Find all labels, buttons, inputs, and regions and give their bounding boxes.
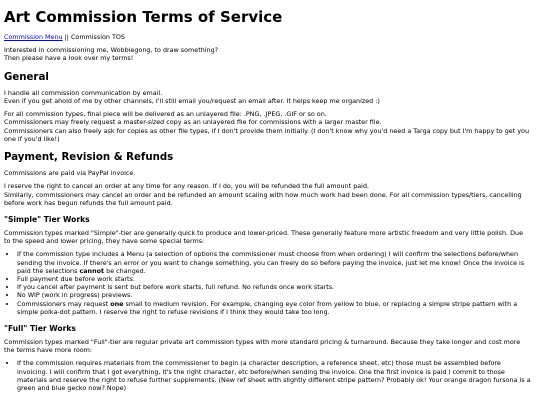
general-paragraph-2 bbox=[4, 110, 531, 143]
cancel-right-line: I reserve the right to cancel an order at any time for any reason. If I do, you will be refunded the full amount paid. bbox=[4, 182, 370, 191]
general-paragraph-1 bbox=[4, 89, 531, 105]
intro-line-1: Interested in commissioning me, Wobbiegong, to draw something? bbox=[4, 46, 219, 55]
full-tier-heading: "Full" Tier Works bbox=[4, 323, 76, 333]
list-item-text: be changed. bbox=[104, 266, 146, 275]
list-item bbox=[17, 250, 531, 275]
list-item: • If the commission requires materials from the commissioner to begin (a character description, a reference sheet, etc) those must be assembled before invoicing. I will confirm that I got everything, it's the right character, etc before/when sending the invoice. One the first invoice is paid I commit to those materials and reserve the right to refuse further supplements. (New ref sheet with slightly different stripe pattern? Probably ok! Your orange dragon fursona is a green and blue gecko now? Nope) bbox=[17, 359, 531, 392]
list-item: • Full payment due before work starts. bbox=[17, 275, 531, 283]
list-item-text: If the commission type includes a Menu (a selection of options the commissioner must choose from when ordering) I will confirm the selections before/when sending the invoice. If there's an error or you want to change something, you can freely do so before paying the invoice, just let me know! Once the invoice is paid the selections bbox=[17, 250, 525, 275]
commissioner-cancel-line: Similarly, commissioners may cancel an order and be refunded an amount scaling with how much work had been done. For all commission types/tiers, cancelling before work has begun refunds the full amount paid. bbox=[4, 190, 522, 207]
full-tier-intro: Commission types marked "Full"-tier are regular private art commission types with more standard pricing & turnaround. Because they take longer and cost more the terms have more room: bbox=[4, 338, 521, 355]
general-heading: General bbox=[4, 71, 49, 83]
full-tier-list bbox=[4, 359, 531, 392]
list-item-text: Commissioners may request bbox=[17, 299, 111, 308]
master-copy-em: sized bbox=[147, 118, 165, 127]
simple-tier-list bbox=[4, 250, 531, 316]
payment-heading: Payment, Revision & Refunds bbox=[4, 151, 174, 163]
list-item-strong: one bbox=[110, 299, 124, 308]
payment-paragraph-1: Commissions are paid via PayPal invoice. bbox=[4, 169, 136, 178]
master-copy-before: Commissioners may freely request a master- bbox=[4, 118, 148, 127]
list-item bbox=[17, 300, 531, 316]
list-item-text: small to medium revision. For example, changing eye color from yellow to blue, or replacing a simple stripe pattern with a simple polka-dot pattern. I reserve the right to refuse revisions if I think they would take too long. bbox=[17, 299, 518, 316]
other-file-types-line: Commissioners can also freely ask for copies as other file types, if I don't provide them initially. (I don't know why you'd need a Targa copy but I'm happy to get you one if you'd like!) bbox=[4, 126, 530, 143]
general-line-1: I handle all commission communication by email. bbox=[4, 88, 163, 97]
breadcrumb bbox=[4, 33, 531, 41]
payment-paragraph-2 bbox=[4, 182, 531, 207]
commission-menu-link[interactable]: Commission Menu bbox=[4, 33, 63, 41]
intro-paragraph bbox=[4, 46, 531, 62]
page-title: Art Commission Terms of Service bbox=[4, 8, 283, 26]
list-item: • No WIP (work in progress) previews. bbox=[17, 291, 531, 299]
file-format-line: For all commission types, final piece will be delivered as an unlayered file: .PNG, .JPEG, .GIF or so on. bbox=[4, 110, 327, 119]
simple-tier-intro: Commission types marked "Simple"-tier are generally quick to produce and lower-priced. These generally feature more artistic freedom and very little polish. Due to the speed and lower pricing, they have some special terms: bbox=[4, 229, 524, 246]
nav-separator: || bbox=[62, 33, 71, 41]
list-item: • If you cancel after payment is sent but before work starts, full refund. No refunds once work starts. bbox=[17, 283, 531, 291]
nav-current: Commission TOS bbox=[70, 33, 125, 41]
list-item-strong: cannot bbox=[79, 266, 105, 275]
intro-line-2: Then please have a look over my terms! bbox=[4, 54, 134, 63]
master-copy-after: copy as an unlayered file for commissions with a larger master file. bbox=[164, 118, 382, 127]
general-line-2: Even if you get ahold of me by other channels, I'll still email you/request an email after. It helps keep me organized :) bbox=[4, 96, 380, 105]
simple-tier-heading: "Simple" Tier Works bbox=[4, 214, 90, 224]
